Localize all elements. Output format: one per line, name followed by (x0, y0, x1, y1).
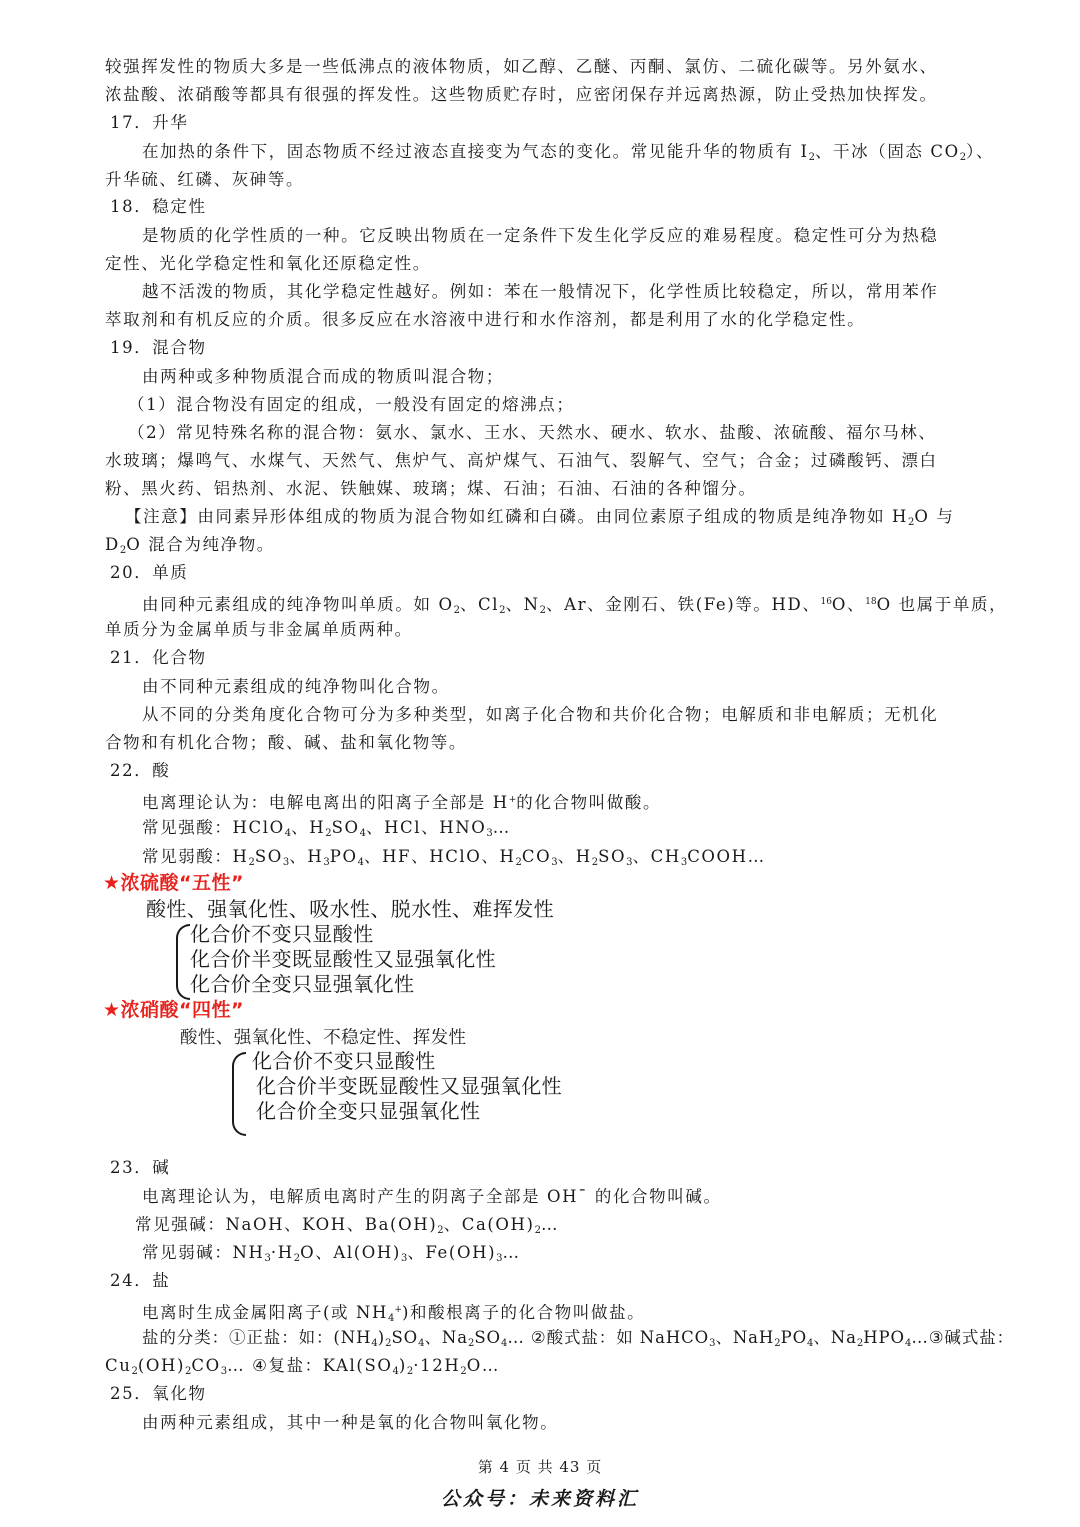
paragraph-line: 萃取剂和有机反应的介质。很多反应在水溶液中进行和水作溶剂，都是利用了水的化学稳定性。 (105, 310, 866, 329)
paragraph-line: $Cu_2(OH)_2CO_3\dots$ ④复盐：$KAl(SO_4)_2\cdot 12H_2O\dots$ (105, 1356, 500, 1377)
highlight-heading-sulfuric: ★浓硫酸“五性” (103, 872, 245, 894)
brace-bracket (232, 1052, 246, 1136)
paragraph-line: 常见弱碱：$NH_3\cdot H_2O$、$Al(OH)_3$、$Fe(OH)_3\dots$ (142, 1243, 521, 1264)
paragraph-line: 由不同种元素组成的纯净物叫化合物。 (142, 677, 450, 696)
brace-bracket (176, 924, 190, 1000)
paragraph-line: 是物质的化学性质的一种。它反映出物质在一定条件下发生化学反应的难易程度。稳定性可分为热稳 (142, 226, 939, 245)
paragraph-line: 常见弱酸：$H_2SO_3$、$H_3PO_4$、HF、HClO、$H_2CO_3$、$H_2SO_3$、$CH_3COOH\dots$ (142, 847, 766, 868)
paragraph-line: 水玻璃；爆鸣气、水煤气、天然气、焦炉气、高炉煤气、石油气、裂解气、空气；合金；过磷酸钙、漂白 (105, 451, 938, 470)
paragraph-line: 浓盐酸、浓硝酸等都具有很强的挥发性。这些物质贮存时，应密闭保存并远离热源，防止受热加快挥发。 (105, 85, 938, 104)
paragraph-line: （2）常见特殊名称的混合物：氨水、氯水、王水、天然水、硬水、软水、盐酸、浓硫酸、福尔马林、 (128, 423, 937, 442)
paragraph-line: 定性、光化学稳定性和氧化还原稳定性。 (105, 254, 431, 273)
section-heading-17: 17．升华 (110, 113, 189, 132)
brace-item: 化合价半变既显酸性又显强氧化性 (256, 1074, 562, 1098)
section-heading-20: 20．单质 (110, 563, 189, 582)
note-line: 【注意】由同素异形体组成的物质为混合物如红磷和白磷。由同位素原子组成的物质是纯净物如 $H_2O$ 与 (125, 507, 955, 528)
brace-item: 化合价全变只显强氧化性 (190, 972, 415, 996)
paragraph-line: $D_2O$ 混合为纯净物。 (105, 535, 275, 556)
paragraph-line: 电离理论认为，电解质电离时产生的阴离子全部是 OH¯ 的化合物叫碱。 (142, 1187, 722, 1206)
paragraph-line: 由两种元素组成，其中一种是氧的化合物叫氧化物。 (142, 1413, 559, 1432)
paragraph-line: 在加热的条件下，固态物质不经过液态直接变为气态的变化。常见能升华的物质有 $I_2$、干冰（固态 $CO_2$）、 (142, 142, 995, 163)
highlight-heading-nitric: ★浓硝酸“四性” (103, 999, 245, 1021)
paragraph-line: 升华硫、红磷、灰砷等。 (105, 170, 305, 189)
paragraph-line: 粉、黑火药、铝热剂、水泥、铁触媒、玻璃；煤、石油；石油、石油的各种馏分。 (105, 479, 757, 498)
section-heading-19: 19．混合物 (110, 338, 207, 357)
paragraph-line: 越不活泼的物质，其化学稳定性越好。例如：苯在一般情况下，化学性质比较稳定，所以，常用苯作 (142, 282, 939, 301)
paragraph-line: 常见强酸：HClO$_4$、$H_2SO_4$、HCl、$HNO_3\dots$ (142, 818, 511, 839)
section-heading-21: 21．化合物 (110, 648, 207, 667)
brace-item: 化合价半变既显酸性又显强氧化性 (190, 947, 496, 971)
brace-item: 化合价全变只显强氧化性 (256, 1099, 481, 1123)
paragraph-line: 常见强碱：NaOH、KOH、$Ba(OH)_2$、$Ca(OH)_2\dots$ (135, 1215, 560, 1236)
section-heading-18: 18．稳定性 (110, 197, 207, 216)
paragraph-line: （1）混合物没有固定的组成，一般没有固定的熔沸点； (128, 395, 575, 414)
paragraph-line: 合物和有机化合物；酸、碱、盐和氧化物等。 (105, 733, 467, 752)
paragraph-line: 由两种或多种物质混合而成的物质叫混合物； (142, 367, 504, 386)
paragraph-line: 由同种元素组成的纯净物叫单质。如 $O_2$、$Cl_2$、$N_2$、Ar、金刚石、铁(Fe)等。HD、$^{16}$O、$^{18}$O 也属于单质， (142, 595, 1008, 616)
paragraph-line: 盐的分类：①正盐：如：$(NH_4)_2SO_4$、$Na_2SO_4\dots$ ②酸式盐：如 NaHCO$_3$、$NaH_2PO_4$、$Na_2HPO_4\dots ③$碱式盐： (142, 1328, 1015, 1349)
paragraph-line: 从不同的分类角度化合物可分为多种类型，如离子化合物和共价化合物；电解质和非电解质；无机化 (142, 705, 939, 724)
paragraph-line: 较强挥发性的物质大多是一些低沸点的液体物质，如乙醇、乙醚、丙酮、氯仿、二硫化碳等。另外氨水、 (105, 57, 938, 76)
paragraph-line: 单质分为金属单质与非金属单质两种。 (105, 620, 413, 639)
section-heading-24: 24．盐 (110, 1271, 171, 1290)
brace-item: 化合价不变只显酸性 (190, 922, 374, 946)
page-number: 第 4 页 共 43 页 (477, 1458, 603, 1476)
brace-item: 化合价不变只显酸性 (252, 1049, 436, 1073)
paragraph-line: 电离时生成金属阳离子(或 $NH_4^+$)和酸根离子的化合物叫做盐。 (142, 1303, 646, 1324)
section-heading-23: 23．碱 (110, 1158, 171, 1177)
property-summary: 酸性、强氧化性、不稳定性、挥发性 (180, 1028, 467, 1048)
footer-brand: 公众号：未来资料汇 (440, 1488, 639, 1510)
property-summary: 酸性、强氧化性、吸水性、脱水性、难挥发性 (146, 897, 554, 921)
paragraph-line: 电离理论认为：电解电离出的阳离子全部是 H+的化合物叫做酸。 (142, 793, 662, 812)
section-heading-25: 25．氧化物 (110, 1384, 207, 1403)
section-heading-22: 22．酸 (110, 761, 171, 780)
